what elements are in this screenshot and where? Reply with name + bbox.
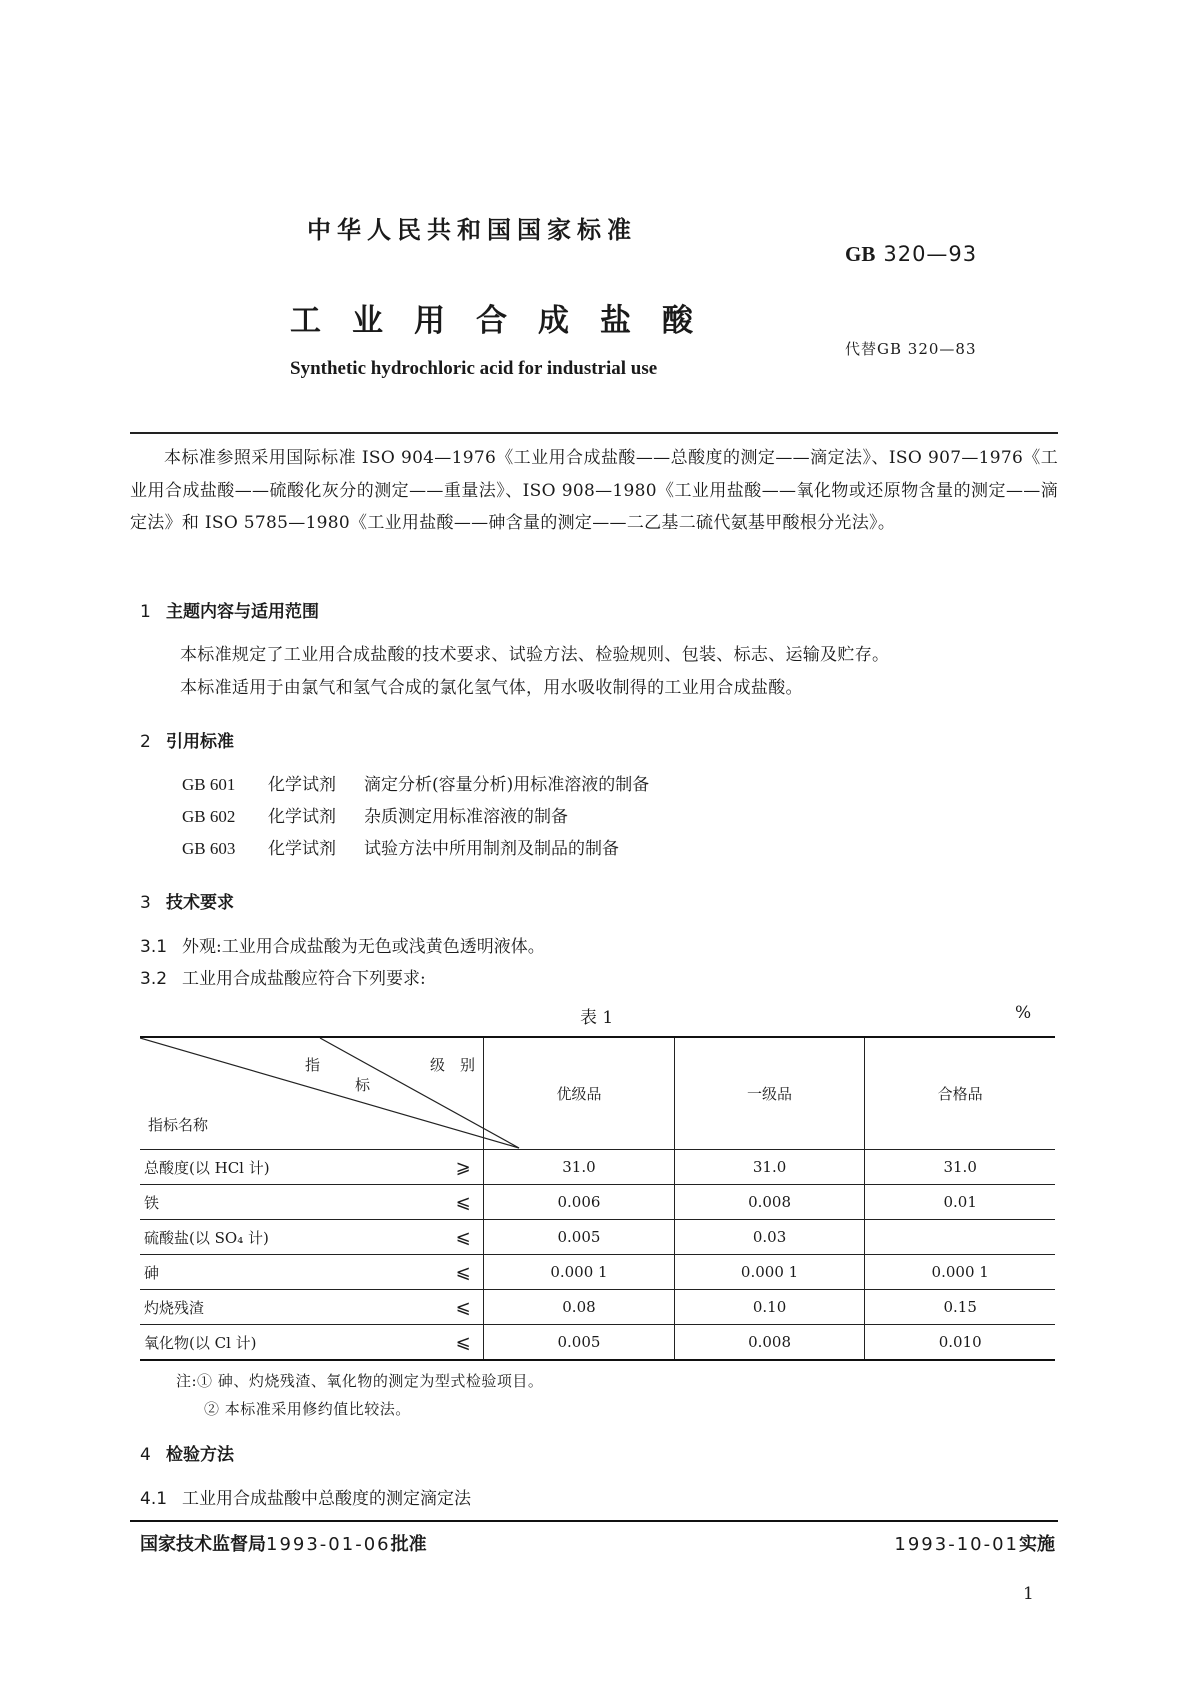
clause-3-2: 3.2 工业用合成盐酸应符合下列要求: xyxy=(140,969,426,989)
header-divider xyxy=(130,432,1058,434)
table-row: 铁 ⩽ 0.006 0.008 0.01 xyxy=(140,1185,1055,1220)
table-row: 总酸度(以 HCl 计) ⩾ 31.0 31.0 31.0 xyxy=(140,1150,1055,1185)
section-3-heading: 3 技术要求 xyxy=(140,893,234,913)
effective-info: 1993-10-01实施 xyxy=(894,1534,1055,1555)
column-header: 优级品 xyxy=(484,1037,675,1150)
table-note-1: 注:① 砷、灼烧残渣、氧化物的测定为型式检验项目。 xyxy=(176,1372,544,1390)
table-row: 硫酸盐(以 SO₄ 计) ⩽ 0.005 0.03 xyxy=(140,1220,1055,1255)
diag-label-grade: 级 别 xyxy=(430,1056,476,1074)
section-1-heading: 1 主题内容与适用范围 xyxy=(140,602,319,622)
column-header: 一级品 xyxy=(674,1037,865,1150)
footer-divider xyxy=(130,1520,1058,1522)
std-number: 320—93 xyxy=(883,242,978,266)
section-2-heading: 2 引用标准 xyxy=(140,732,234,752)
section-1-line-2: 本标准适用于由氯气和氢气合成的氯化氢气体，用水吸收制得的工业用合成盐酸。 xyxy=(180,678,803,698)
section-4-heading: 4 检验方法 xyxy=(140,1445,234,1465)
clause-3-1: 3.1 外观:工业用合成盐酸为无色或浅黄色透明液体。 xyxy=(140,937,545,957)
diagonal-header-cell xyxy=(140,1037,484,1150)
std-prefix: GB xyxy=(845,242,876,266)
reference-item: GB 602 化学试剂 杂质测定用标准溶液的制备 xyxy=(182,807,568,827)
reference-item: GB 601 化学试剂 滴定分析(容量分析)用标准溶液的制备 xyxy=(182,775,650,795)
table-row: 灼烧残渣 ⩽ 0.08 0.10 0.15 xyxy=(140,1290,1055,1325)
table-note-2: ② 本标准采用修约值比较法。 xyxy=(204,1400,411,1418)
diag-label-biao: 标 xyxy=(355,1076,371,1094)
standard-number xyxy=(845,242,977,267)
spec-table xyxy=(140,1036,1055,1361)
national-standard-heading: 中华人民共和国国家标准 xyxy=(307,216,637,244)
standard-title-cn: 工业用合成盐酸 xyxy=(290,303,724,339)
reference-item: GB 603 化学试剂 试验方法中所用制剂及制品的制备 xyxy=(182,839,619,859)
page-number: 1 xyxy=(1023,1584,1034,1604)
table-row: 砷 ⩽ 0.000 1 0.000 1 0.000 1 xyxy=(140,1255,1055,1290)
column-header: 合格品 xyxy=(865,1037,1055,1150)
diag-label-zhi: 指 xyxy=(305,1056,321,1074)
approval-info: 国家技术监督局1993-01-06批准 xyxy=(140,1534,427,1555)
diag-label-name: 指标名称 xyxy=(148,1116,209,1134)
intro-paragraph: 本标准参照采用国际标准 ISO 904—1976《工业用合成盐酸——总酸度的测定——滴定法》、ISO 907—1976《工业用合成盐酸——硫酸化灰分的测定——重量法》、ISO 908—1980《工业用盐酸——氧化物或还原物含量的测定——滴定法》和 ISO 5785—1980《工业用盐酸——砷含量的测定——二乙基二硫代氨基甲酸根分光法》。 xyxy=(130,448,1058,533)
table-caption: 表 1 xyxy=(580,1008,614,1028)
table-header-row xyxy=(140,1037,1055,1150)
section-1-line-1: 本标准规定了工业用合成盐酸的技术要求、试验方法、检验规则、包装、标志、运输及贮存。 xyxy=(180,645,890,665)
table-unit: % xyxy=(1015,1003,1032,1023)
clause-4-1: 4.1 工业用合成盐酸中总酸度的测定滴定法 xyxy=(140,1489,471,1509)
replaces-standard: 代替GB 320—83 xyxy=(845,340,977,358)
standard-title-en: Synthetic hydrochloric acid for industrial use xyxy=(290,358,658,379)
table-row: 氧化物(以 Cl 计) ⩽ 0.005 0.008 0.010 xyxy=(140,1325,1055,1361)
